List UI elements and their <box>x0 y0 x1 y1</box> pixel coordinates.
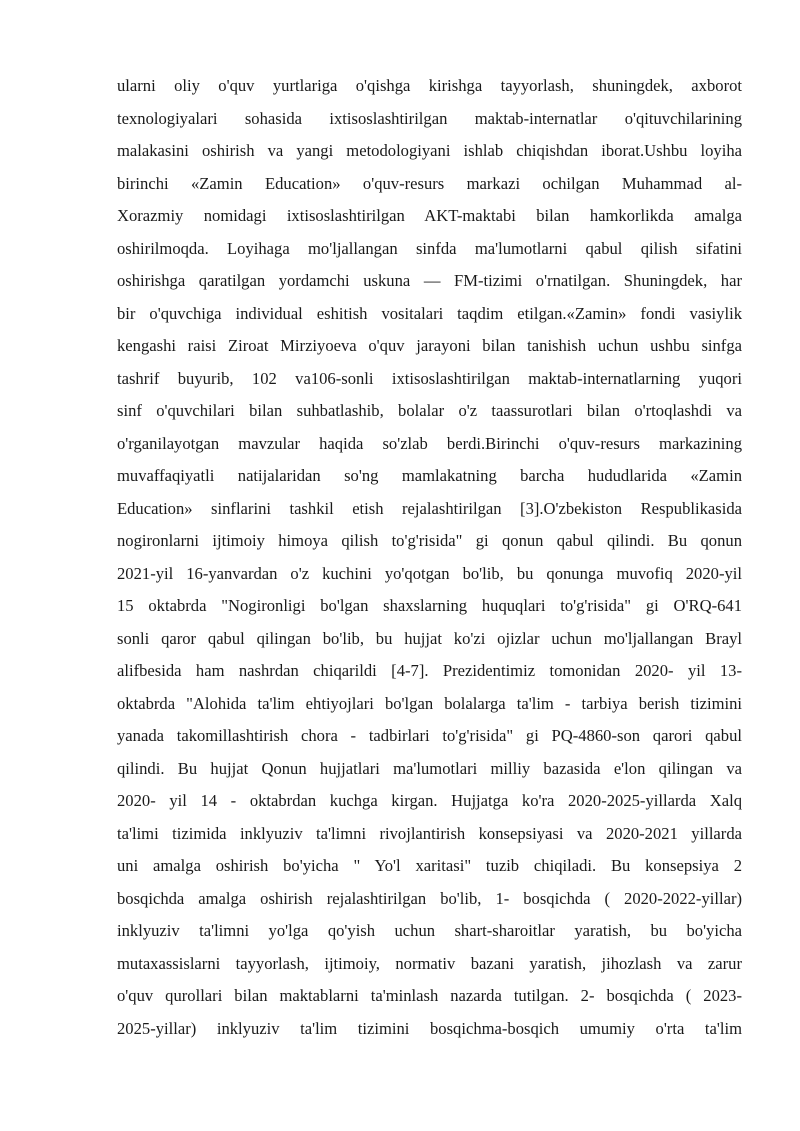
text-line: qilindi. Bu hujjat Qonun hujjatlari ma'lumotlari milliy bazasida e'lon qilingan va <box>117 758 742 778</box>
text-line: tashrif buyurib, 102 va106-sonli ixtisoslashtirilgan maktab-internatlarning yuqori <box>117 368 742 388</box>
text-line: o'quv qurollari bilan maktablarni ta'minlash nazarda tutilgan. 2- bosqichda ( 2023- <box>117 986 742 1005</box>
text-line: 2020- yil 14 - oktabrdan kuchga kirgan. Hujjatga ko'ra 2020-2025-yillarda Xalq <box>117 791 742 810</box>
text-line: oshirilmoqda. Loyihaga mo'ljallangan sinfda ma'lumotlarni qabul qilish sifatini <box>117 238 742 258</box>
text-line: Education» sinflarini tashkil etish rejalashtirilgan [3].O'zbekiston Respublikasida <box>117 498 742 518</box>
text-line: malakasini oshirish va yangi metodologiyani ishlab chiqishdan iborat.Ushbu loyiha <box>117 141 742 160</box>
text-line: birinchi «Zamin Education» o'quv-resurs markazi ochilgan Muhammad al- <box>117 173 742 193</box>
text-line: uni amalga oshirish bo'yicha " Yo'l xaritasi" tuzib chiqiladi. Bu konsepsiya 2 <box>117 856 742 875</box>
text-line: yanada takomillashtirish chora - tadbirlari to'g'risida" gi PQ-4860-son qarori qabul <box>117 726 742 745</box>
text-line: 2025-yillar) inklyuziv ta'lim tizimini bosqichma-bosqich umumiy o'rta ta'lim <box>117 1018 742 1038</box>
text-line: muvaffaqiyatli natijalaridan so'ng mamlakatning barcha hududlarida «Zamin <box>117 466 742 485</box>
text-line: Xorazmiy nomidagi ixtisoslashtirilgan AKT-maktabi bilan hamkorlikda amalga <box>117 206 742 225</box>
text-line: ularni oliy o'quv yurtlariga o'qishga kirishga tayyorlash, shuningdek, axborot <box>117 76 742 95</box>
text-line: oshirishga qaratilgan yordamchi uskuna — FM-tizimi o'rnatilgan. Shuningdek, har <box>117 271 742 290</box>
text-line: oktabrda "Alohida ta'lim ehtiyojlari bo'lgan bolalarga ta'lim - tarbiya berish tizimini <box>117 693 742 713</box>
text-line: texnologiyalari sohasida ixtisoslashtirilgan maktab-internatlar o'qituvchilarining <box>117 108 742 128</box>
body-paragraph <box>117 70 742 1045</box>
text-line: sonli qaror qabul qilingan bo'lib, bu hujjat ko'zi ojizlar uchun mo'ljallangan Brayl <box>117 628 742 648</box>
text-line: inklyuziv ta'limni yo'lga qo'yish uchun shart-sharoitlar yaratish, bu bo'yicha <box>117 921 742 940</box>
text-line: alifbesida ham nashrdan chiqarildi [4-7]. Prezidentimiz tomonidan 2020- yil 13- <box>117 661 742 680</box>
text-line: kengashi raisi Ziroat Mirziyoeva o'quv jarayoni bilan tanishish uchun ushbu sinfga <box>117 336 742 355</box>
text-line: sinf o'quvchilari bilan suhbatlashib, bolalar o'z taassurotlari bilan o'rtoqlashdi va <box>117 401 742 420</box>
text-line: bosqichda amalga oshirish rejalashtirilgan bo'lib, 1- bosqichda ( 2020-2022-yillar) <box>117 888 742 908</box>
text-line: 2021-yil 16-yanvardan o'z kuchini yo'qotgan bo'lib, bu qonunga muvofiq 2020-yil <box>117 563 742 583</box>
text-line: nogironlarni ijtimoiy himoya qilish to'g'risida" gi qonun qabul qilindi. Bu qonun <box>117 531 742 550</box>
text-line: bir o'quvchiga individual eshitish vositalari taqdim etilgan.«Zamin» fondi vasiylik <box>117 303 742 323</box>
text-line: mutaxassislarni tayyorlash, ijtimoiy, normativ bazani yaratish, jihozlash va zarur <box>117 953 742 973</box>
document-page <box>117 70 742 1045</box>
text-line: 15 oktabrda "Nogironligi bo'lgan shaxslarning huquqlari to'g'risida" gi O'RQ-641 <box>117 596 742 615</box>
text-line: o'rganilayotgan mavzular haqida so'zlab berdi.Birinchi o'quv-resurs markazining <box>117 433 742 453</box>
text-line: ta'limi tizimida inklyuziv ta'limni rivojlantirish konsepsiyasi va 2020-2021 yillarda <box>117 823 742 843</box>
